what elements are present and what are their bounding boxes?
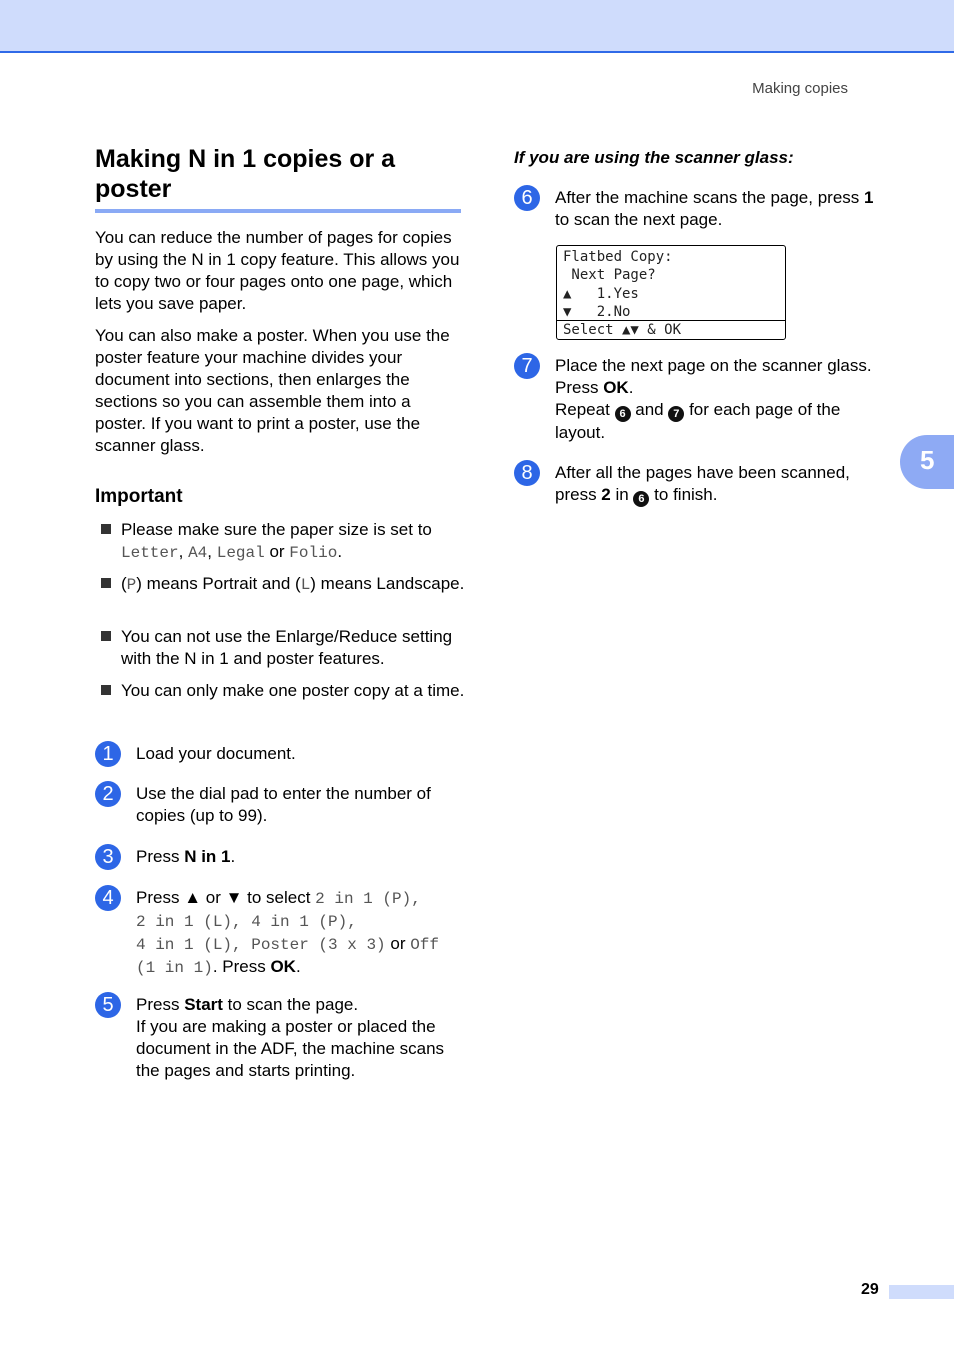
bullet-square-icon [101, 578, 111, 588]
step-number-badge: 2 [95, 781, 121, 807]
lcd-line: Select ▲▼ & OK [563, 322, 682, 338]
step-reference-icon: 7 [668, 406, 684, 422]
bullet-square-icon [101, 631, 111, 641]
scanner-glass-heading: If you are using the scanner glass: [514, 148, 794, 167]
intro-paragraph-1: You can reduce the number of pages for copies by using the N in 1 copy feature. This allows you to copy two or four pages onto one page, which lets you save paper. [95, 228, 460, 313]
lcd-line: Next Page? [563, 267, 656, 283]
important-item: You can only make one poster copy at a time. [101, 680, 466, 702]
lcd-line: ▲ 1.Yes [563, 286, 639, 302]
step-7: 7 Place the next page on the scanner glass. Press OK. Repeat 6 and 7 for each page of the layout. [514, 355, 884, 444]
chapter-number: 5 [920, 445, 935, 475]
step-1: 1 Load your document. [95, 743, 465, 765]
step-8: 8 After all the pages have been scanned, press 2 in 6 to finish. [514, 462, 884, 507]
step-number-badge: 6 [514, 185, 540, 211]
important-item: You can not use the Enlarge/Reduce setting with the N in 1 and poster features. [101, 626, 466, 670]
page-number: 29 [861, 1281, 879, 1298]
intro-paragraph-2: You can also make a poster. When you use the poster feature your machine divides your document into sections, then enlarges the sections so you can assemble them into a poster. If you want to print a poster, use the scanner glass. [95, 326, 450, 455]
step-number-badge: 1 [95, 741, 121, 767]
step-number-badge: 8 [514, 460, 540, 486]
page-title: Making N in 1 copies or a poster [95, 145, 396, 203]
important-item: Please make sure the paper size is set to Letter, A4, Legal or Folio. [101, 519, 466, 564]
title-underline [95, 209, 461, 213]
bullet-square-icon [101, 685, 111, 695]
important-heading: Important [95, 486, 183, 507]
footer-bar [889, 1285, 954, 1299]
step-number-badge: 4 [95, 885, 121, 911]
top-banner [0, 0, 954, 53]
down-arrow-icon: ▼ [225, 888, 243, 907]
up-arrow-icon: ▲ [184, 888, 202, 907]
lcd-line: ▼ 2.No [563, 304, 631, 320]
running-header: Making copies [752, 80, 848, 97]
step-number-badge: 3 [95, 844, 121, 870]
step-6: 6 After the machine scans the page, press 1 to scan the next page. [514, 187, 884, 231]
step-number-badge: 7 [514, 353, 540, 379]
lcd-display [556, 245, 786, 340]
bullet-square-icon [101, 524, 111, 534]
step-reference-icon: 6 [633, 491, 649, 507]
lcd-line: Flatbed Copy: [563, 249, 673, 265]
important-item: (P) means Portrait and (L) means Landscape. [101, 573, 466, 596]
step-3: 3 Press N in 1. [95, 846, 465, 868]
step-reference-icon: 6 [615, 406, 631, 422]
step-5: 5 Press Start to scan the page. If you are making a poster or placed the document in the ADF, the machine scans the pages and starts printing. [95, 994, 465, 1082]
step-4: 4 Press ▲ or ▼ to select 2 in 1 (P), 2 in 1 (L), 4 in 1 (P), 4 in 1 (L), Poster (3 x 3) or Off (1 in 1). Press OK. [95, 887, 465, 979]
step-2: 2 Use the dial pad to enter the number of copies (up to 99). [95, 783, 465, 827]
step-number-badge: 5 [95, 992, 121, 1018]
